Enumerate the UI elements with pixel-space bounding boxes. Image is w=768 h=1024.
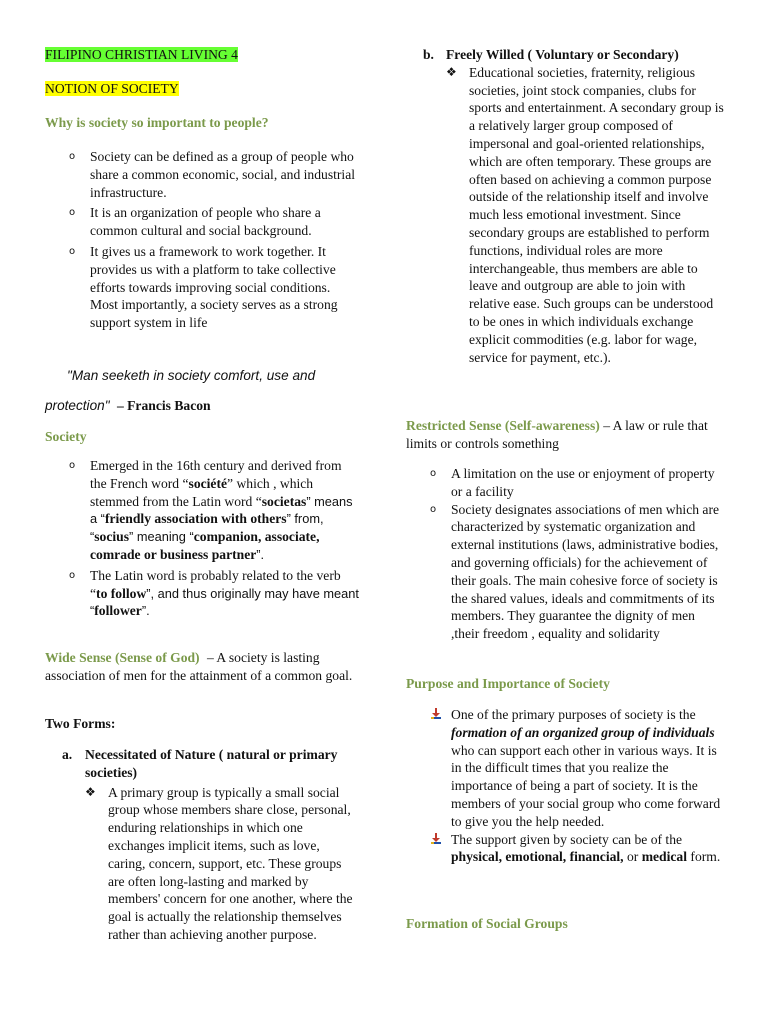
section-title: NOTION OF SOCIETY: [45, 81, 179, 96]
bacon-quote-line1: "Man seeketh in society comfort, use and: [67, 368, 316, 383]
form-a-item: ❖ A primary group is typically a small social group whose members share close, personal, enduring relationships in which one exchanges implicit items, such as love, caring, concern, support, etc. These groups are often long-lasting and marked by members' concern for one another, where the goal is actually the relationship themselves rather than achieving another purpose.: [85, 784, 353, 942]
circle-bullet-icon: o: [69, 245, 76, 257]
purpose-heading: Purpose and Importance of Society: [406, 676, 610, 691]
arrow-bullet-icon: [430, 833, 442, 845]
restricted-sense-paragraph: Restricted Sense (Self-awareness) – A law or rule that limits or controls something: [406, 418, 708, 451]
diamond-bullet-icon: ❖: [85, 784, 96, 799]
circle-bullet-icon: o: [69, 569, 76, 581]
form-b-item: ❖ Educational societies, fraternity, religious societies, joint stock companies, clubs for sports and entertainment. A secondary group is a relatively larger group composed of impersonal and goal-oriented relationships, which are often temporary. These groups are often based on achieving a common purpose outside of the relationship itself and involve much less emotional investment. Since secondary groups are established to perform functions, individual roles are more interchangeable, thus members are able to leave and outgroup are able to join with relative ease. Such groups can be understood to be ones in which individuals exchange explicit commodities (e.g. labor for wage, service for payment, etc.).: [446, 64, 724, 365]
restricted-bullet-list: [406, 465, 724, 643]
diamond-bullet-icon: ❖: [446, 64, 457, 79]
wide-sense-paragraph: Wide Sense (Sense of God) – A society is lasting association of men for the attainment of a common goal.: [45, 650, 353, 683]
list-item: o It gives us a framework to work together. It provides us with a platform to take collective efforts towards improving social conditions. Most importantly, a society serves as a strong support system in life: [69, 243, 338, 331]
circle-bullet-icon: o: [430, 503, 437, 515]
society-heading: Society: [45, 429, 87, 444]
bacon-quote-line2: protection" – Francis Bacon: [45, 398, 211, 413]
form-b-title: Freely Willed ( Voluntary or Secondary): [446, 47, 679, 62]
circle-bullet-icon: o: [69, 151, 76, 162]
list-item: o It is an organization of people who share a common cultural and social background.: [69, 205, 321, 239]
list-item: o The Latin word is probably related to the verb “to follow”, and thus originally may have meant “follower”.: [69, 567, 359, 619]
intro-bullet-list: [45, 148, 360, 332]
list-item: o Society can be defined as a group of people who share a common economic, social, and industrial infrastructure.: [69, 149, 355, 200]
society-bullet-list: [45, 457, 360, 620]
circle-bullet-icon: o: [430, 468, 437, 479]
why-heading: Why is society so important to people?: [45, 115, 269, 130]
form-a-title: Necessitated of Nature ( natural or primary societies): [85, 747, 338, 780]
list-item: The support given by society can be of the physical, emotional, financial, or medical form.: [406, 831, 724, 867]
course-title: FILIPINO CHRISTIAN LIVING 4: [45, 47, 238, 62]
list-item: One of the primary purposes of society is the formation of an organized group of individuals who can support each other in various ways. It is in the difficult times that you realize the importance of being a part of society. It is the members of your social group who come forward to give you the help needed.: [406, 706, 724, 831]
list-item: o Emerged in the 16th century and derived from the French word “société” which , which stemmed from the Latin word “societas” means a “friendly association with others” from, “socius” meaning “companion, associate, comrade or business partner”.: [69, 458, 353, 562]
form-a-block: a. Necessitated of Nature ( natural or primary societies) ❖ A primary group is typically a small social group whose members share close, personal, enduring relationships in which one exchanges implicit items, such as love, caring, concern, support, etc. These groups are often long-lasting and marked by members' concern for one another, where the goal is actually the relationship themselves rather than achieving another purpose.: [45, 746, 360, 944]
form-b-block: b. Freely Willed ( Voluntary or Secondary) ❖ Educational societies, fraternity, religious societies, joint stock companies, clubs for sports and entertainment. A secondary group is a relatively larger group composed of impersonal and goal-oriented relationships, which are often temporary. These groups are often based on achieving a common purpose outside of the relationship itself and involve much less emotional investment. Since secondary groups are established to perform functions, individual roles are more interchangeable, thus members are able to leave and outgroup are able to join with relative ease. Such groups can be understood to be ones in which individuals exchange explicit commodities (e.g. labor for wage, service for payment, etc.).: [423, 47, 724, 365]
two-forms-heading: Two Forms:: [45, 716, 116, 731]
arrow-bullet-icon: [430, 708, 442, 720]
purpose-bullet-list: [406, 706, 724, 866]
formation-heading: Formation of Social Groups: [406, 916, 568, 931]
circle-bullet-icon: o: [69, 460, 76, 471]
circle-bullet-icon: o: [69, 207, 76, 219]
list-item: o A limitation on the use or enjoyment of property or a facility: [430, 466, 715, 499]
list-item: o Society designates associations of men which are characterized by systematic organization and external institutions (laws, administrative bodies, and governing officials) for the achievement of their goals. The main cohesive force of society is the shared values, ideals and commitments of its members. They guarantee the dignity of men ,their freedom , equality and solidarity: [430, 501, 720, 642]
